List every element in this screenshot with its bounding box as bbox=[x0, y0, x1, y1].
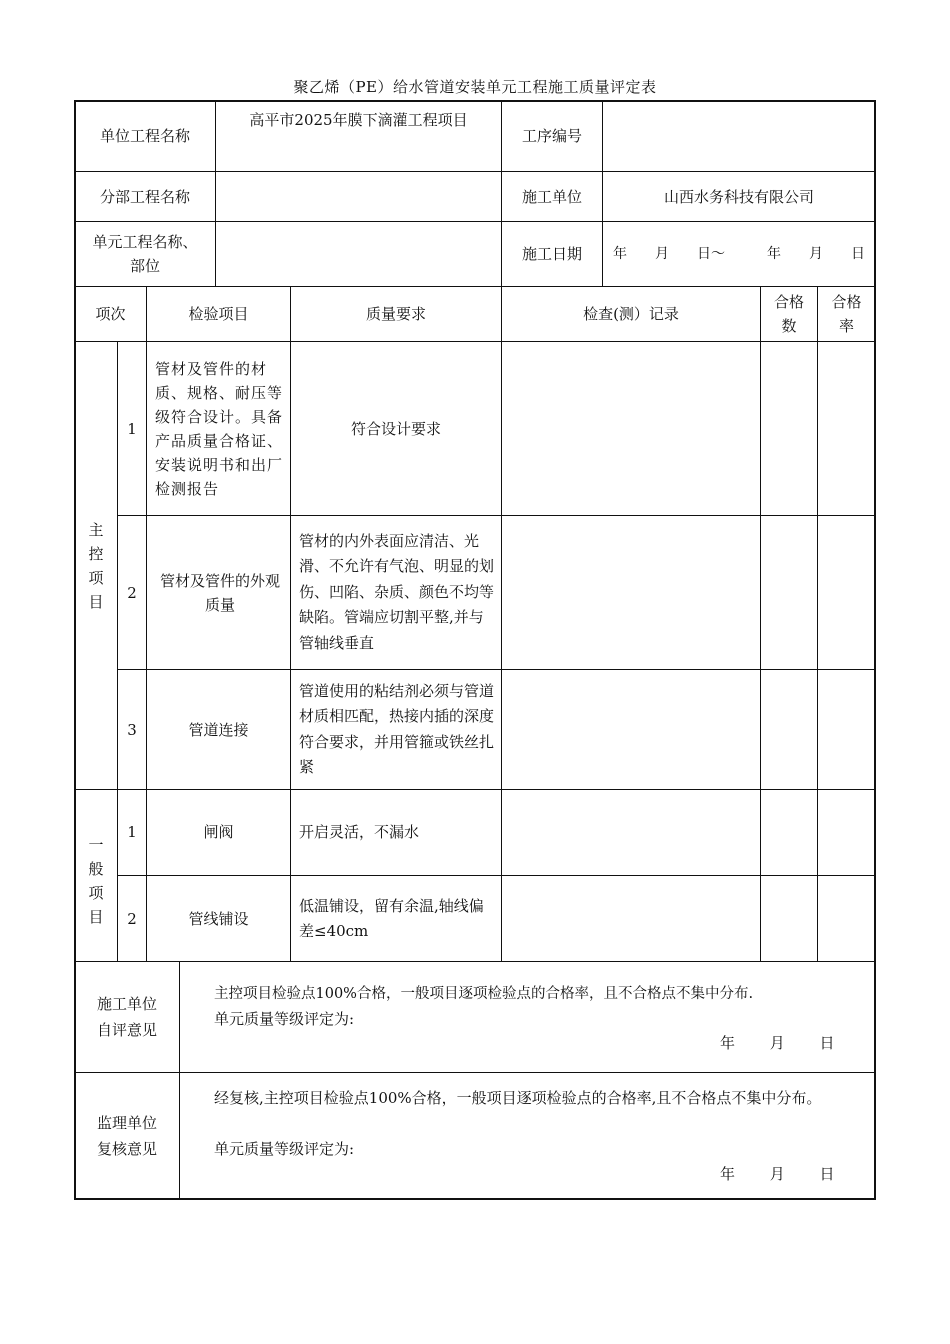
supervisor-eval-date: 年 月 日 bbox=[720, 1165, 835, 1183]
self-eval-date: 年 月 日 bbox=[720, 1034, 835, 1052]
main-row-3-record[interactable] bbox=[502, 670, 760, 789]
process-no-value bbox=[603, 101, 875, 171]
form-title: 聚乙烯（PE）给水管道安装单元工程施工质量评定表 bbox=[293, 78, 657, 96]
general-row-1-record[interactable] bbox=[502, 790, 760, 875]
unit-project-label: 单位工程名称 bbox=[99, 127, 190, 145]
main-row-1-requirement: 符合设计要求 bbox=[350, 419, 441, 438]
general-row-2-requirement: 低温铺设，留有余温,轴线偏差≤40cm bbox=[299, 896, 484, 940]
main-row-1-no: 1 bbox=[127, 419, 137, 438]
self-eval-label-line-2: 自评意见 bbox=[96, 1021, 157, 1039]
general-row-1-item: 闸阀 bbox=[203, 823, 234, 841]
col-inspection-item: 检验项目 bbox=[188, 305, 249, 323]
contractor-value: 山西水务科技有限公司 bbox=[663, 187, 814, 206]
col-pass-count-line-2: 数 bbox=[781, 317, 797, 335]
supervisor-eval-text-1: 经复核,主控项目检验点100%合格，一般项目逐项检验点的合格率,且不合格点不集中分布。 bbox=[214, 1089, 822, 1107]
element-label bbox=[75, 222, 215, 286]
main-label-char: 控 bbox=[88, 544, 104, 563]
supervisor-eval-text-2: 单元质量等级评定为: bbox=[214, 1140, 355, 1158]
division-label: 分部工程名称 bbox=[99, 187, 190, 206]
general-label-char: 般 bbox=[88, 859, 104, 878]
col-pass-count-line-1: 合格 bbox=[773, 293, 804, 311]
general-row-1-no: 1 bbox=[127, 823, 137, 841]
supervisor-eval-label bbox=[75, 1073, 179, 1199]
supervisor-eval-label-line-1: 监理单位 bbox=[96, 1114, 157, 1132]
col-requirement: 质量要求 bbox=[365, 305, 426, 323]
element-label-line-2: 部位 bbox=[129, 257, 160, 275]
col-pass-rate-line-1: 合格 bbox=[831, 293, 862, 311]
col-record: 检查(测）记录 bbox=[583, 305, 679, 323]
process-no-label: 工序编号 bbox=[521, 127, 582, 145]
main-label-char: 项 bbox=[88, 568, 104, 587]
division-value bbox=[216, 172, 501, 221]
unit-project-value: 高平市2025年膜下滴灌工程项目 bbox=[249, 111, 468, 129]
general-label-char: 一 bbox=[88, 835, 104, 854]
main-row-3-no: 3 bbox=[127, 720, 137, 739]
main-control-group-label bbox=[75, 342, 117, 789]
main-label-char: 主 bbox=[88, 520, 104, 539]
general-label-char: 项 bbox=[88, 883, 104, 902]
main-row-1-record[interactable] bbox=[502, 342, 760, 515]
general-group-label bbox=[75, 800, 117, 961]
main-row-2-record[interactable] bbox=[502, 516, 760, 669]
main-row-2-item: 管材及管件的外观质量 bbox=[160, 571, 281, 614]
element-label-line-1: 单元工程名称、 bbox=[92, 233, 198, 251]
main-row-2-no: 2 bbox=[127, 583, 137, 602]
main-row-3-item: 管道连接 bbox=[188, 720, 249, 739]
general-row-2-no: 2 bbox=[127, 909, 137, 928]
contractor-label: 施工单位 bbox=[521, 187, 582, 206]
main-row-1-item: 管材及管件的材质、规格、耐压等级符合设计。具备产品质量合格证、安装说明书和出厂检测报告 bbox=[155, 359, 284, 498]
element-value bbox=[216, 222, 501, 286]
general-label-char: 目 bbox=[88, 907, 104, 926]
col-pass-rate-line-2: 率 bbox=[838, 317, 854, 335]
self-eval-text-1: 主控项目检验点100%合格，一般项目逐项检验点的合格率，且不合格点不集中分布. bbox=[214, 986, 754, 1002]
supervisor-eval-label-line-2: 复核意见 bbox=[96, 1140, 157, 1158]
general-row-1-requirement: 开启灵活，不漏水 bbox=[299, 823, 420, 841]
general-row-2-item: 管线铺设 bbox=[188, 909, 249, 928]
self-eval-text-2: 单元质量等级评定为: bbox=[214, 1010, 355, 1028]
self-eval-label-line-1: 施工单位 bbox=[96, 995, 157, 1013]
col-item-no: 项次 bbox=[95, 305, 126, 323]
general-row-2-record[interactable] bbox=[502, 876, 760, 961]
col-pass-count bbox=[761, 287, 817, 341]
date-label: 施工日期 bbox=[521, 245, 582, 263]
main-row-3-requirement: 管道使用的粘结剂必须与管道材质相匹配，热接内插的深度符合要求，并用管箍或铁丝扎紧 bbox=[299, 681, 495, 776]
self-eval-label bbox=[75, 962, 179, 1072]
date-value: 年 月 日～ 年 月 日 bbox=[613, 246, 865, 262]
col-pass-rate bbox=[818, 287, 875, 341]
main-label-char: 目 bbox=[88, 592, 104, 611]
main-row-2-requirement: 管材的内外表面应清洁、光滑、不允许有气泡、明显的划伤、凹陷、杂质、颜色不均等缺陷。管端应切割平整,并与管轴线垂直 bbox=[299, 531, 495, 652]
